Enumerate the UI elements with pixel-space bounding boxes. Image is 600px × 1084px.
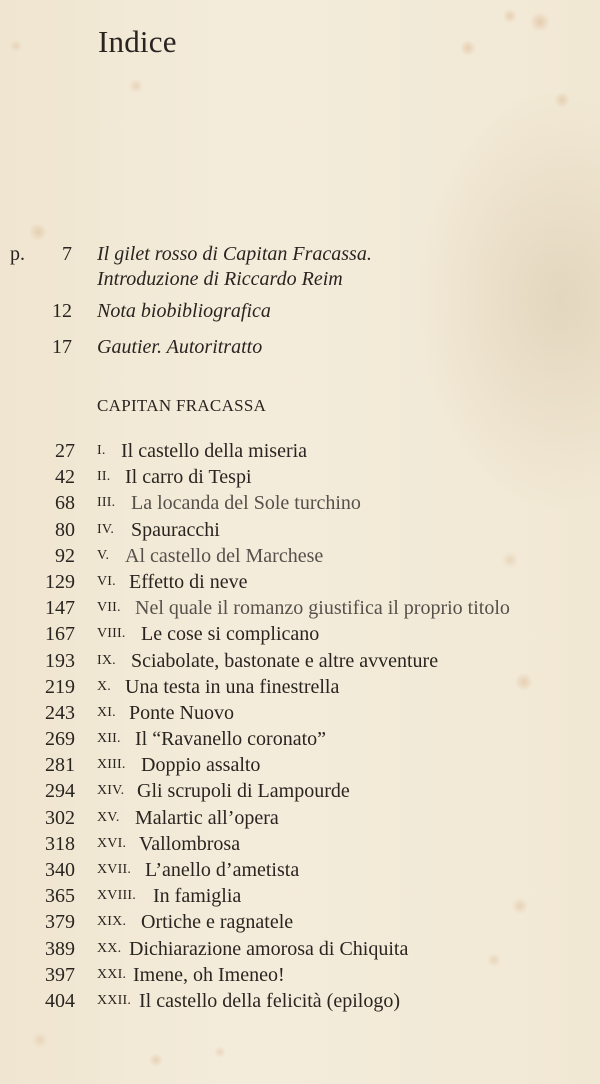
chapter-roman-numeral: III. [97, 495, 116, 511]
chapter-page-number: 167 [45, 623, 75, 646]
chapter-page-number: 404 [45, 989, 75, 1012]
intro-entry-line: Il gilet rosso di Capitan Fracassa. [97, 243, 372, 265]
chapter-entry [0, 857, 600, 883]
chapter-page-number: 42 [55, 466, 75, 489]
chapter-title: In famiglia [153, 885, 242, 908]
chapter-page-number: 281 [45, 754, 75, 777]
chapter-entry [0, 438, 600, 464]
chapter-entry [0, 517, 600, 543]
chapter-title: Il castello della miseria [121, 440, 308, 462]
chapter-roman-numeral: XIII. [97, 757, 126, 773]
chapter-entry [0, 883, 600, 909]
chapter-page-number: 147 [45, 597, 75, 620]
intro-entry-line: Introduzione di Riccardo Reim [97, 268, 343, 290]
chapter-entry [0, 831, 600, 857]
chapter-title: L’anello d’ametista [145, 859, 300, 881]
chapter-page-number: 318 [45, 832, 75, 855]
chapter-entry [0, 909, 600, 935]
intro-entry-line: Nota biobibliografica [97, 300, 271, 322]
chapter-entry [0, 726, 600, 752]
chapter-roman-numeral: X. [97, 678, 112, 694]
chapter-title: Al castello del Marchese [125, 544, 324, 567]
chapter-page-number: 302 [45, 806, 75, 829]
chapter-entry [0, 700, 600, 726]
intro-entry-line: Gautier. Autoritratto [97, 336, 263, 358]
chapter-page-number: 80 [55, 518, 75, 541]
chapter-page-number: 68 [55, 492, 75, 515]
chapter-roman-numeral: XIX. [97, 914, 127, 930]
chapter-entry [0, 752, 600, 778]
chapter-title: Il carro di Tespi [125, 466, 252, 489]
section-heading: CAPITAN FRACASSA [97, 396, 267, 415]
chapter-page-number: 219 [45, 675, 75, 698]
intro-entry-title [97, 335, 262, 360]
chapter-roman-numeral: XVI. [97, 835, 127, 851]
chapter-title: Gli scrupoli di Lampourde [137, 780, 350, 803]
intro-page-number: 7 [62, 243, 72, 265]
chapter-page-number: 243 [45, 701, 75, 724]
chapter-entry [0, 936, 600, 962]
chapter-title: Ponte Nuovo [129, 701, 234, 724]
chapter-title: Ortiche e ragnatele [141, 911, 294, 934]
chapter-roman-numeral: XX. [97, 940, 122, 956]
chapter-page-number: 397 [45, 963, 75, 986]
chapter-roman-numeral: XXI. [97, 966, 127, 982]
chapter-title: Doppio assalto [141, 754, 261, 777]
chapter-title: Il castello della felicità (epilogo) [139, 989, 400, 1012]
chapter-entry [0, 490, 600, 516]
chapter-entry [0, 569, 600, 595]
chapter-entry [0, 962, 600, 988]
chapter-page-number: 365 [45, 885, 75, 908]
chapter-roman-numeral: IV. [97, 521, 115, 537]
chapter-roman-numeral: V. [97, 547, 110, 563]
chapter-title: Dichiarazione amorosa di Chiquita [129, 937, 409, 960]
chapter-title: Effetto di neve [129, 570, 248, 593]
chapter-roman-numeral: XVII. [97, 862, 132, 877]
chapter-roman-numeral: XV. [97, 809, 120, 825]
chapter-roman-numeral: XIV. [97, 783, 125, 799]
chapter-title: Malartic all’opera [135, 806, 279, 829]
intro-entry-title [97, 299, 271, 324]
chapter-title: Una testa in una finestrella [125, 675, 340, 698]
chapter-roman-numeral: XII. [97, 731, 121, 747]
chapter-roman-numeral: II. [97, 469, 111, 485]
chapter-title: Nel quale il romanzo giustifica il proprio titolo [135, 597, 510, 620]
chapter-roman-numeral: VIII. [97, 626, 126, 642]
chapter-roman-numeral: VII. [97, 600, 121, 616]
chapter-roman-numeral: VI. [97, 573, 116, 589]
chapter-entry [0, 674, 600, 700]
chapter-entry [0, 805, 600, 831]
chapter-entry [0, 778, 600, 804]
chapter-entry [0, 648, 600, 674]
chapter-roman-numeral: I. [97, 443, 106, 458]
chapter-title: Imene, oh Imeneo! [133, 963, 285, 986]
chapter-title: La locanda del Sole turchino [131, 492, 361, 515]
page-prefix: p. [10, 243, 25, 265]
chapter-page-number: 389 [45, 937, 75, 960]
chapter-page-number: 269 [45, 728, 75, 751]
page-title: Indice [98, 24, 177, 59]
chapter-entry [0, 595, 600, 621]
chapter-title: Sciabolate, bastonate e altre avventure [131, 649, 439, 672]
chapter-title: Spauracchi [131, 518, 220, 541]
intro-page-number: 12 [52, 300, 72, 322]
intro-entry-title [97, 242, 372, 292]
chapter-list [0, 438, 600, 1014]
chapter-page-number: 340 [45, 859, 75, 881]
chapter-roman-numeral: XXII. [97, 992, 132, 1008]
chapter-title: Le cose si complicano [141, 623, 320, 646]
chapter-title: Il “Ravanello coronato” [135, 728, 327, 751]
chapter-roman-numeral: XI. [97, 704, 116, 720]
chapter-roman-numeral: IX. [97, 652, 116, 668]
chapter-entry [0, 621, 600, 647]
chapter-entry [0, 464, 600, 490]
chapter-page-number: 27 [55, 440, 75, 462]
chapter-page-number: 294 [45, 780, 75, 803]
chapter-page-number: 379 [45, 911, 75, 934]
chapter-page-number: 92 [55, 544, 75, 567]
chapter-page-number: 129 [45, 570, 75, 593]
chapter-entry [0, 988, 600, 1014]
chapter-page-number: 193 [45, 649, 75, 672]
intro-page-number: 17 [52, 336, 72, 358]
chapter-entry [0, 543, 600, 569]
chapter-roman-numeral: XVIII. [97, 888, 136, 904]
chapter-title: Vallombrosa [139, 832, 241, 855]
